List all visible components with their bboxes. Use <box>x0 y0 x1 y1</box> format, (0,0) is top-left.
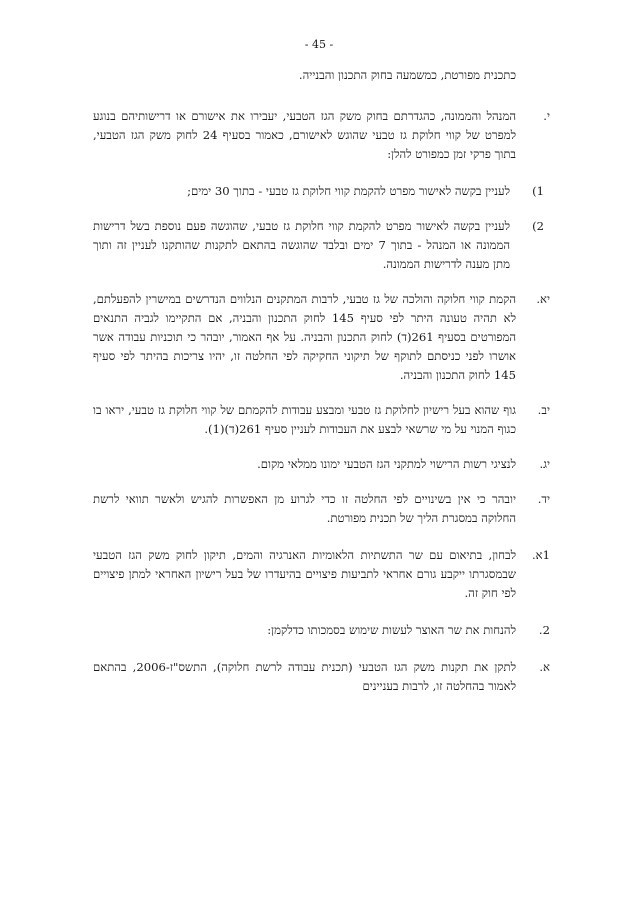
page-number: - 45 - <box>304 38 334 51</box>
subitem-marker: 1) <box>532 184 544 198</box>
paragraph-marker: יג. <box>539 457 550 471</box>
subitem-text: לעניין בקשה לאישור מפרט להקמת קווי חלוקת גז טבעי - בתוך 30 ימים; <box>187 184 510 198</box>
paragraph-alef <box>93 658 550 696</box>
subitem-1 <box>93 182 550 201</box>
paragraph-yod-gimel <box>93 455 550 474</box>
paragraph-yod <box>93 107 550 164</box>
subitem-text: לעניין בקשה לאישור מפרט להקמת קווי חלוקת גז טבעי, שהוגשה פעם נוספת בשל דרישות הממונה או המנהל - בתוך 7 ימים ובלבד שהוגשה בהתאם לתקנות שהותקנו לעניין זה ותוך מתן מענה לדרישות הממונה. <box>93 219 511 271</box>
paragraph-yod-dalet <box>93 490 550 528</box>
paragraph-yod-bet <box>93 401 550 439</box>
document-body <box>93 66 550 696</box>
paragraph-text: יובהר כי אין בשינויים לפי החלטה זו כדי לגרוע מן האפשרות להגיש ולאשר תוואי לרשת החלוקה במסגרת הליך של תכנית מפורטת. <box>93 492 516 525</box>
paragraph-text: הקמת קווי חלוקה והולכה של גז טבעי, לרבות המתקנים הנלווים הנדרשים במישרין להפעלתם, לא תהיה טעונה היתר לפי סעיף 145 לחוק התכנון והבניה, אם התקיימו לגביה התנאים המפורטים בסעיף 261(ד) לחוק התכנון והבניה. על אף האמור, יובהר כי תוכניות עבודה אשר אושרו לפני כניסתם לתוקף של תיקוני החקיקה לפי החלטה זו, יהיו צריכות בהיתר לפי סעיף 145 לחוק התכנון והבניה. <box>93 292 516 382</box>
paragraph-marker: יד. <box>537 492 550 506</box>
paragraph-yod-alef <box>93 290 550 385</box>
paragraph-marker: יב. <box>537 403 550 417</box>
paragraph-text: גוף שהוא בעל רישיון לחלוקת גז טבעי ומבצע עבודות להקמתם של קווי חלוקת גז טבעי, יראו בו כגוף המנוי על מי שרשאי לבצע את העבודות לעניין סעיף 261(ד)(1). <box>93 403 516 436</box>
paragraph-text: לתקן את תקנות משק הגז הטבעי (תכנית עבודה לרשת חלוקה), התשס"ז-2006, בהתאם לאמור בהחלטה זו, לרבות בעניינים <box>93 660 517 693</box>
paragraph-continuation <box>93 66 550 85</box>
paragraph-marker: 2. <box>538 623 550 637</box>
paragraph-text: להנחות את שר האוצר לעשות שימוש בסמכותו כדלקמן: <box>267 623 516 637</box>
paragraph-text: כתכנית מפורטת, כמשמעה בחוק התכנון והבנייה. <box>298 68 516 82</box>
subitem-2 <box>93 217 550 274</box>
paragraph-marker: 1א. <box>531 548 550 562</box>
paragraph-text: לנציגי רשות הרישוי למתקני הגז הטבעי ימונו ממלאי מקום. <box>257 457 516 471</box>
paragraph-marker: י. <box>543 109 550 123</box>
paragraph-1-alef <box>93 546 550 603</box>
paragraph-marker: א. <box>539 660 550 674</box>
paragraph-text: לבחון, בתיאום עם שר התשתיות הלאומיות האנרגיה והמים, תיקון לחוק משק הגז הטבעי שבמסגרתו ייקבע גורם אחראי לתביעות פיצויים בהיעדרו של בעל רישיון האחראי למתן פיצויים לפי חוק זה. <box>93 548 516 600</box>
paragraph-text: המנהל והממונה, כהגדרתם בחוק משק הגז הטבעי, יעבירו את אישורם או דרישותיהם בנוגע למפרט של קווי חלוקת גז טבעי שהוגש לאישורם, כאמור בסעיף 24 לחוק משק הגז הטבעי, בתוך פרקי זמן כמפורט להלן: <box>93 109 516 161</box>
subitem-marker: 2) <box>532 219 544 233</box>
paragraph-marker: יא. <box>536 292 550 306</box>
paragraph-2 <box>93 621 550 640</box>
